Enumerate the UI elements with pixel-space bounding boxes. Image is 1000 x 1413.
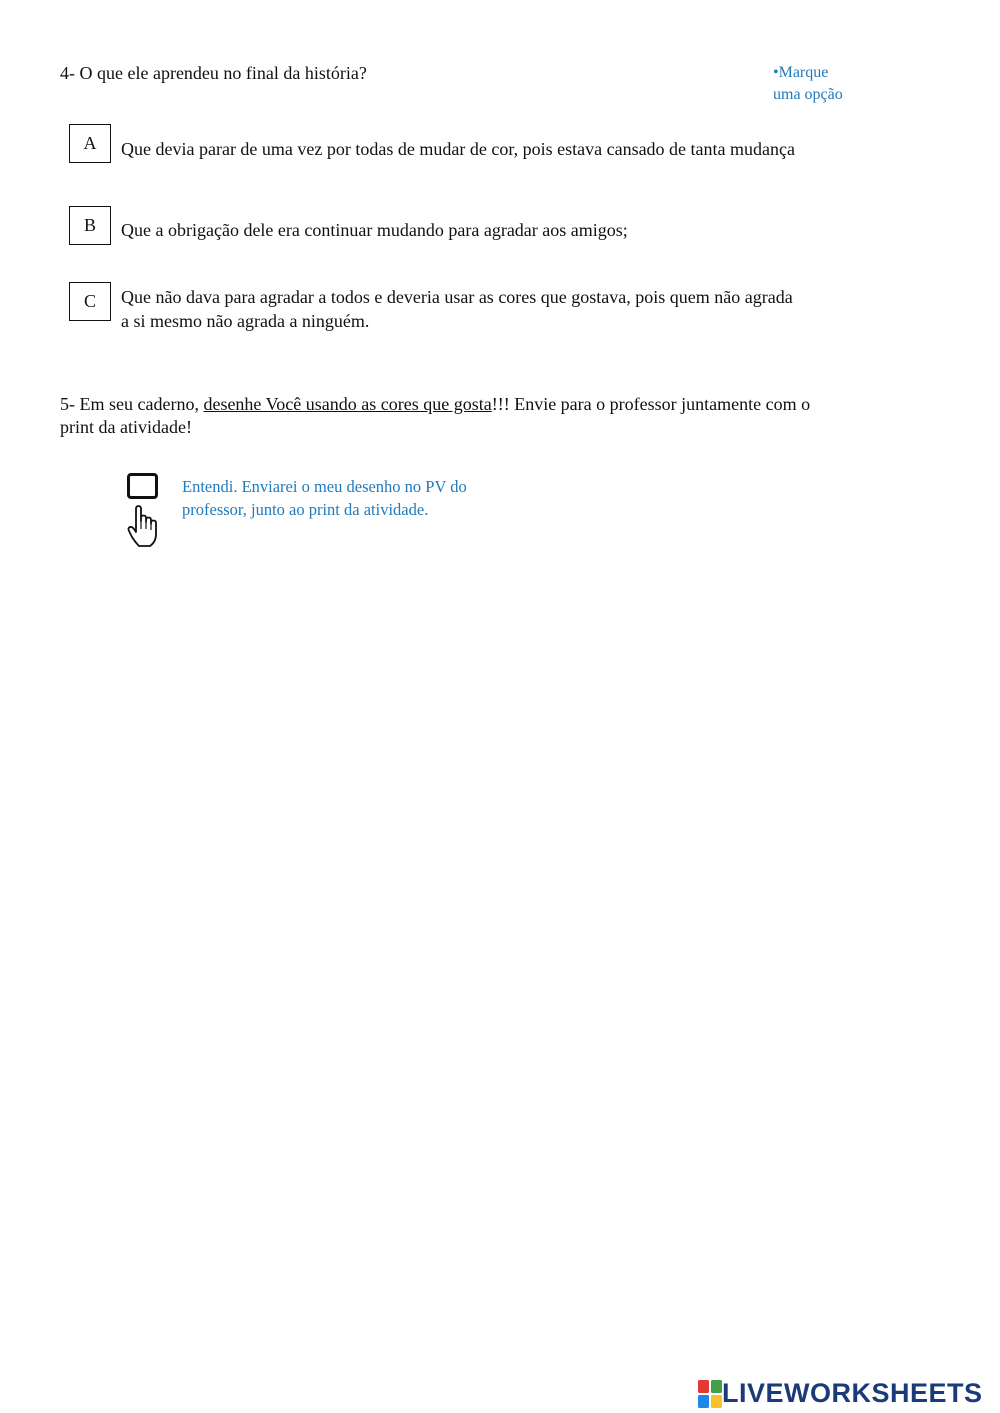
question-5 (60, 393, 940, 439)
option-a-box[interactable]: A (69, 124, 111, 163)
confirm-line-2: professor, junto ao print da atividade. (182, 500, 429, 519)
question-5-prefix: 5- Em seu caderno, (60, 394, 204, 414)
option-b-line-1: Que a obrigação dele era continuar mudando para agradar aos amigos; (121, 220, 628, 240)
question-5-line-2: print da atividade! (60, 417, 192, 437)
question-5-underlined: desenhe Você usando as cores que gosta (203, 394, 492, 414)
confirm-line-1: Entendi. Enviarei o meu desenho no PV do (182, 477, 467, 496)
confirm-text (182, 475, 467, 521)
instruction-hint (773, 62, 843, 106)
liveworksheets-logo (698, 1378, 983, 1409)
option-c-line-1: Que não dava para agradar a todos e deveria usar as cores que gostava, pois quem não agrada (121, 287, 793, 307)
liveworksheets-logo-icon (698, 1380, 722, 1408)
hint-line-1: •Marque (773, 64, 829, 81)
hand-pointer-icon (126, 504, 160, 548)
liveworksheets-logo-text: LIVEWORKSHEETS (722, 1378, 983, 1408)
option-c-text[interactable] (121, 285, 793, 333)
option-b-box[interactable]: B (69, 206, 111, 245)
option-c-box[interactable]: C (69, 282, 111, 321)
question-5-line-1 (60, 393, 940, 416)
option-a-text[interactable] (121, 137, 795, 161)
option-b-text[interactable] (121, 218, 628, 242)
option-c-line-2: a si mesmo não agrada a ninguém. (121, 311, 370, 331)
question-4-title: 4- O que ele aprendeu no final da história? (60, 63, 367, 83)
option-a-line-1: Que devia parar de uma vez por todas de mudar de cor, pois estava cansado de tanta mudança (121, 139, 795, 159)
hint-line-2: uma opção (773, 86, 843, 103)
confirm-checkbox[interactable] (127, 473, 158, 499)
question-5-suffix: !!! Envie para o professor juntamente com o (491, 394, 811, 414)
